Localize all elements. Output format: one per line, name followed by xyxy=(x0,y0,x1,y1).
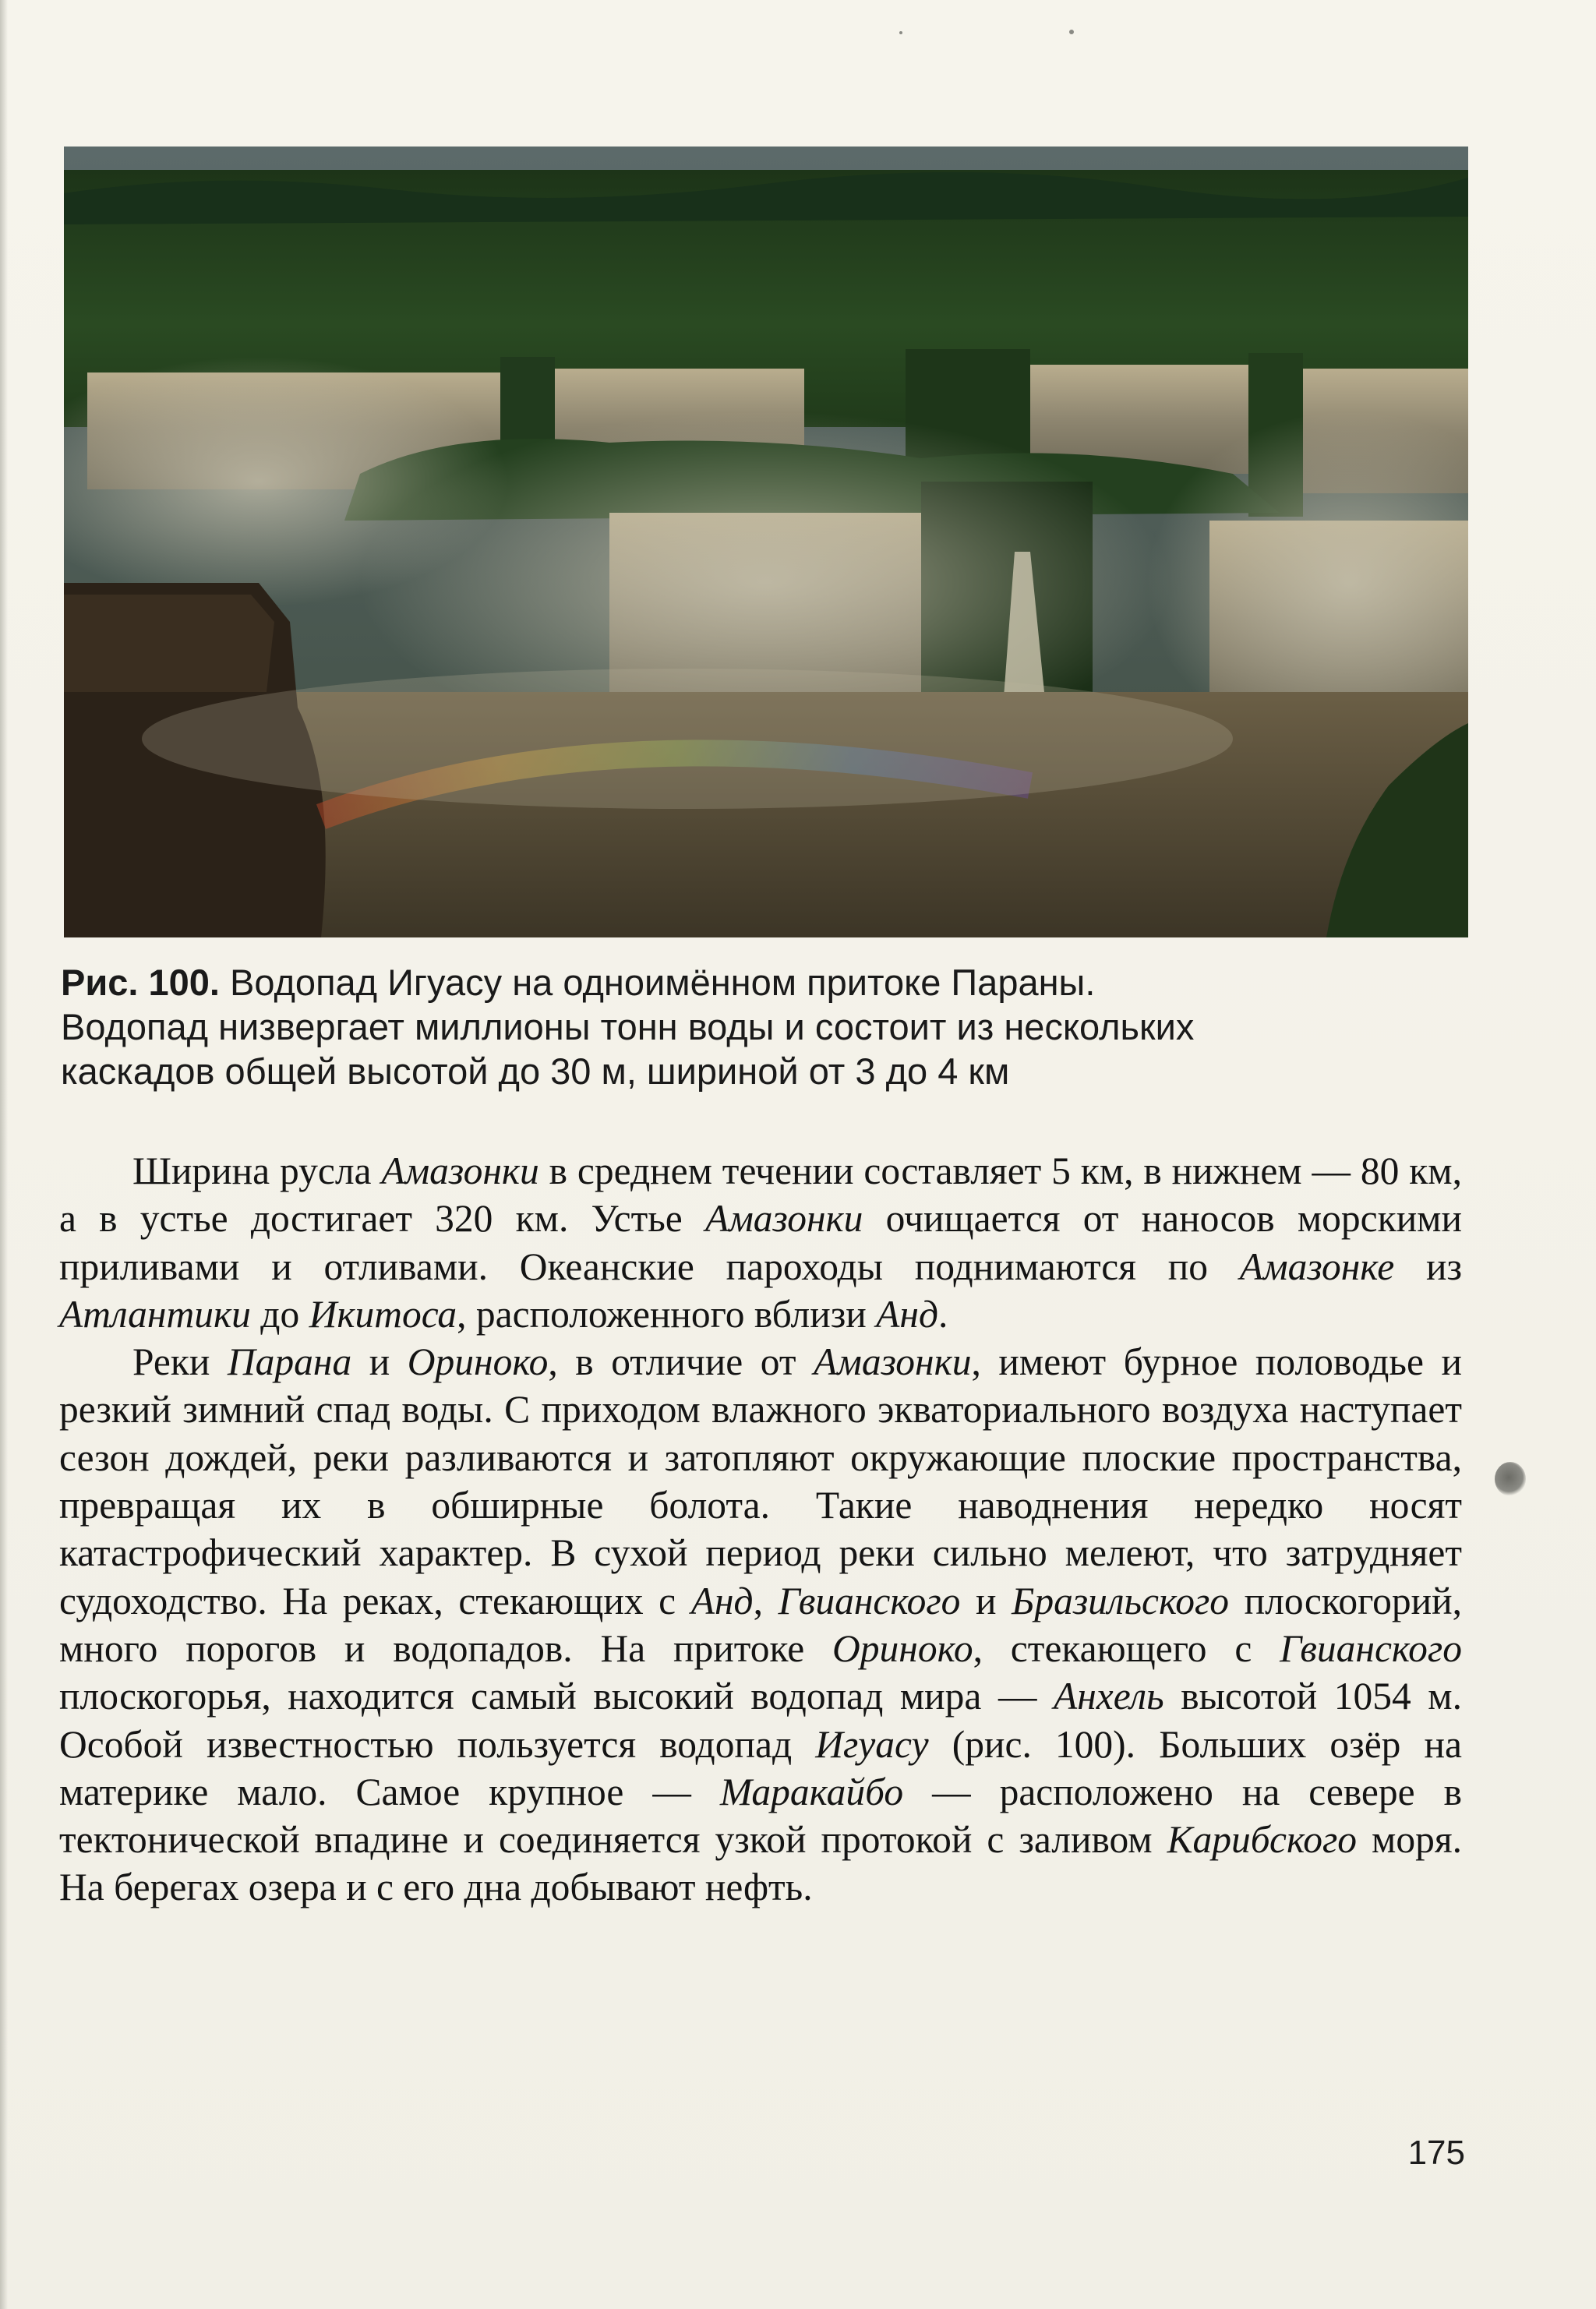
text-run: плоскогорий, много порогов и водопадов. На притоке xyxy=(59,1579,1462,1670)
text-run: . xyxy=(938,1292,948,1336)
italic-term: Анхель xyxy=(1054,1675,1164,1718)
text-run: , xyxy=(753,1579,779,1622)
page-edge-shadow xyxy=(0,0,8,2309)
italic-term: Ориноко xyxy=(407,1340,549,1384)
italic-term: Бразильского xyxy=(1012,1579,1230,1622)
text-run: , имеют бурное половодье и резкий зимний спад воды. С приходом влажного экваториального воздуха наступает сезон дождей, реки разливаются и затопляют окружающие плоские пространства, превращая их в обширные болота. Такие наводнения нередко носят катастрофический характер. В сухой период реки сильно мелеют, что затрудняет судоходство. На реках, стекающих с xyxy=(59,1340,1462,1622)
italic-term: Парана xyxy=(227,1340,352,1384)
text-run: Ширина русла xyxy=(132,1149,382,1192)
italic-term: Амазонки xyxy=(381,1149,539,1192)
italic-term: Карибского xyxy=(1167,1818,1358,1862)
print-speck xyxy=(899,31,902,34)
text-run: очищается от наносов морскими приливами и отливами. Океанские пароходы поднимаются по xyxy=(59,1197,1463,1288)
text-run: из xyxy=(1394,1245,1462,1288)
italic-term: Амазонки xyxy=(814,1340,972,1384)
page-number: 175 xyxy=(1407,2134,1465,2172)
body-paragraph xyxy=(59,1338,1462,1912)
figure-label: Рис. 100. xyxy=(61,962,220,1003)
paper-blot xyxy=(1495,1462,1526,1496)
text-run: моря. На берегах озера и с его дна добывают нефть. xyxy=(59,1818,1462,1909)
italic-term: Гвианского xyxy=(1280,1626,1462,1670)
figure-caption xyxy=(61,960,1479,1093)
text-run: и xyxy=(351,1340,408,1384)
waterfall-photo xyxy=(64,147,1468,937)
italic-term: Икитоса xyxy=(309,1292,457,1336)
italic-term: Атлантики xyxy=(59,1292,251,1336)
text-run: , расположенного вблизи xyxy=(457,1292,877,1336)
italic-term: Гвианского xyxy=(778,1579,961,1622)
italic-term: Маракайбо xyxy=(719,1770,904,1813)
text-run: Реки xyxy=(132,1340,228,1384)
italic-term: Анд xyxy=(690,1579,754,1622)
caption-line-2: Водопад низвергает миллионы тонн воды и состоит из нескольких xyxy=(61,1006,1195,1047)
text-run: плоскогорья, находится самый высокий водопад мира — xyxy=(59,1675,1054,1718)
italic-term: Амазонке xyxy=(1239,1245,1395,1288)
text-run: , стекающего с xyxy=(973,1626,1280,1670)
text-run: (рис. 100). Больших озёр на материке мало. Самое крупное — xyxy=(59,1722,1462,1813)
body-text xyxy=(59,1147,1462,1912)
text-run: , в отличие от xyxy=(548,1340,814,1384)
text-run: в среднем течении составляет 5 км, в нижнем — 80 км, а в устье достигает 320 км. Устье xyxy=(59,1149,1462,1241)
text-run: высотой 1054 м. Особой известностью пользуется водопад xyxy=(59,1675,1462,1766)
text-run: до xyxy=(250,1292,309,1336)
caption-title: Водопад Игуасу на одноимённом притоке Параны. xyxy=(230,962,1096,1003)
italic-term: Игуасу xyxy=(815,1722,929,1766)
text-run: — расположено на севере в тектонической впадине и соединяется узкой протокой с заливом xyxy=(59,1770,1462,1862)
text-run: и xyxy=(960,1579,1012,1622)
italic-term: Амазонки xyxy=(704,1197,863,1241)
print-speck xyxy=(1069,30,1074,34)
caption-line-1 xyxy=(61,960,1479,1004)
italic-term: Ориноко xyxy=(832,1626,973,1670)
body-paragraph xyxy=(59,1147,1462,1338)
italic-term: Анд xyxy=(876,1292,938,1336)
caption-line-3: каскадов общей высотой до 30 м, шириной от 3 до 4 км xyxy=(61,1050,1010,1092)
waterfall-photo-icon xyxy=(64,147,1468,937)
